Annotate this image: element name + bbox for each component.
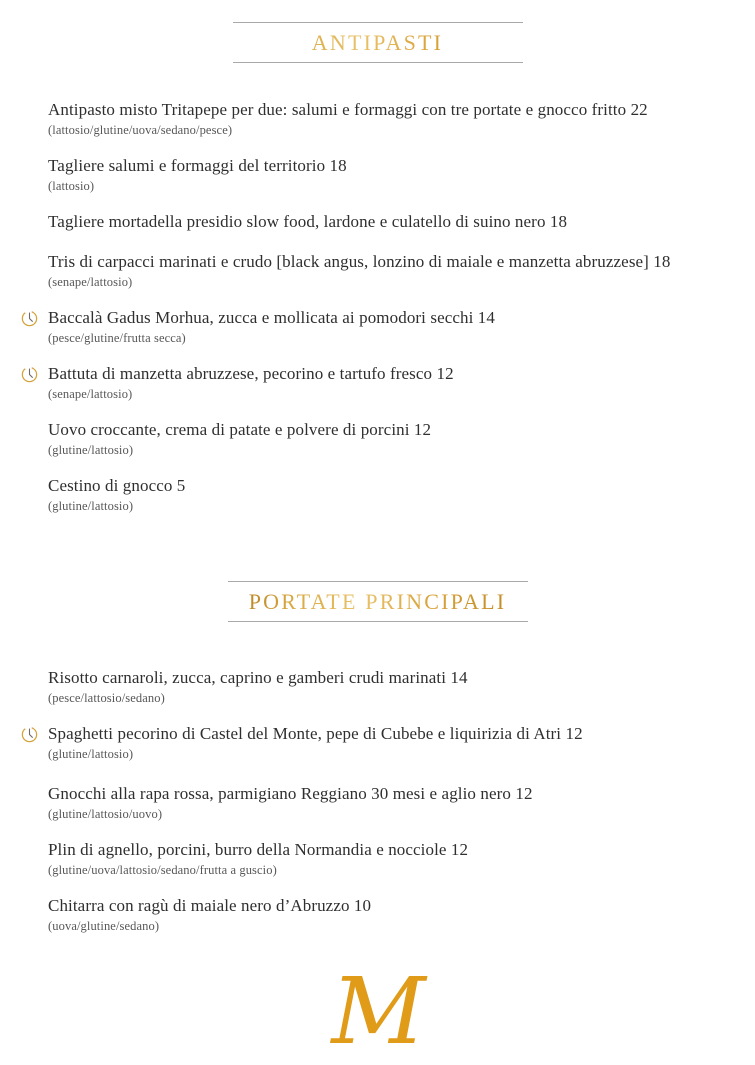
menu-item-allergens: (uova/glutine/sedano) <box>48 919 160 933</box>
menu-item-name: Uovo croccante, crema di patate e polvere di porcini 12 <box>48 420 432 439</box>
menu-item <box>0 307 755 347</box>
menu-item <box>0 419 755 459</box>
menu-item-name: Risotto carnaroli, zucca, caprino e gamberi crudi marinati 14 <box>48 668 468 687</box>
menu-item <box>0 363 755 403</box>
section-header-portate-principali <box>228 581 528 622</box>
menu-item <box>0 211 755 233</box>
moon-icon <box>21 366 38 383</box>
menu-item-name: Tagliere mortadella presidio slow food, lardone e culatello di suino nero 18 <box>48 212 568 231</box>
menu-item-list-portate-principali <box>0 667 755 935</box>
menu-item-allergens: (lattosio/glutine/uova/sedano/pesce) <box>48 123 233 137</box>
menu-item-name: Baccalà Gadus Morhua, zucca e mollicata ai pomodori secchi 14 <box>48 308 495 327</box>
menu-item-allergens: (glutine/lattosio) <box>48 499 134 513</box>
menu-item-name: Plin di agnello, porcini, burro della Normandia e nocciole 12 <box>48 840 469 859</box>
menu-item-allergens: (lattosio) <box>48 179 95 193</box>
menu-item <box>0 895 755 935</box>
menu-item <box>0 783 755 823</box>
menu-item-name: Cestino di gnocco 5 <box>48 476 186 495</box>
menu-item-name: Gnocchi alla rapa rossa, parmigiano Reggiano 30 mesi e aglio nero 12 <box>48 784 533 803</box>
menu-item-list-antipasti <box>0 99 755 515</box>
menu-item-name: Tagliere salumi e formaggi del territorio 18 <box>48 156 347 175</box>
footer-script-letter: M <box>331 958 424 1065</box>
menu-item-allergens: (senape/lattosio) <box>48 387 133 401</box>
menu-item-allergens: (glutine/uova/lattosio/sedano/frutta a guscio) <box>48 863 277 877</box>
section-portate-principali <box>0 531 755 935</box>
divider-rule-bottom <box>228 621 528 622</box>
divider-rule-bottom <box>233 62 523 63</box>
menu-item-allergens: (glutine/lattosio) <box>48 443 134 457</box>
section-antipasti <box>0 0 755 515</box>
menu-item <box>0 155 755 195</box>
menu-item <box>0 723 755 763</box>
menu-item <box>0 839 755 879</box>
menu-item <box>0 475 755 515</box>
footer-script-mark <box>0 958 755 1065</box>
menu-item-allergens: (senape/lattosio) <box>48 275 133 289</box>
menu-item-name: Spaghetti pecorino di Castel del Monte, pepe di Cubebe e liquirizia di Atri 12 <box>48 724 583 743</box>
menu-item <box>0 99 755 139</box>
menu-item-allergens: (pesce/glutine/frutta secca) <box>48 331 186 345</box>
section-title: PORTATE PRINCIPALI <box>228 589 528 615</box>
menu-item-name: Tris di carpacci marinati e crudo [black angus, lonzino di maiale e manzetta abruzzese] 18 <box>48 252 671 271</box>
section-title: ANTIPASTI <box>233 30 523 56</box>
menu-item-name: Antipasto misto Tritapepe per due: salumi e formaggi con tre portate e gnocco fritto 22 <box>48 100 648 119</box>
menu-item <box>0 251 755 291</box>
section-header-antipasti <box>233 22 523 63</box>
menu-item-allergens: (glutine/lattosio) <box>48 747 134 761</box>
divider-rule-top <box>233 22 523 23</box>
moon-icon <box>21 310 38 327</box>
menu-item-allergens: (glutine/lattosio/uovo) <box>48 807 163 821</box>
menu-item-allergens: (pesce/lattosio/sedano) <box>48 691 165 705</box>
menu-item <box>0 667 755 707</box>
divider-rule-top <box>228 581 528 582</box>
moon-icon <box>21 726 38 743</box>
menu-item-name: Chitarra con ragù di maiale nero d’Abruzzo 10 <box>48 896 372 915</box>
menu-item-name: Battuta di manzetta abruzzese, pecorino e tartufo fresco 12 <box>48 364 454 383</box>
